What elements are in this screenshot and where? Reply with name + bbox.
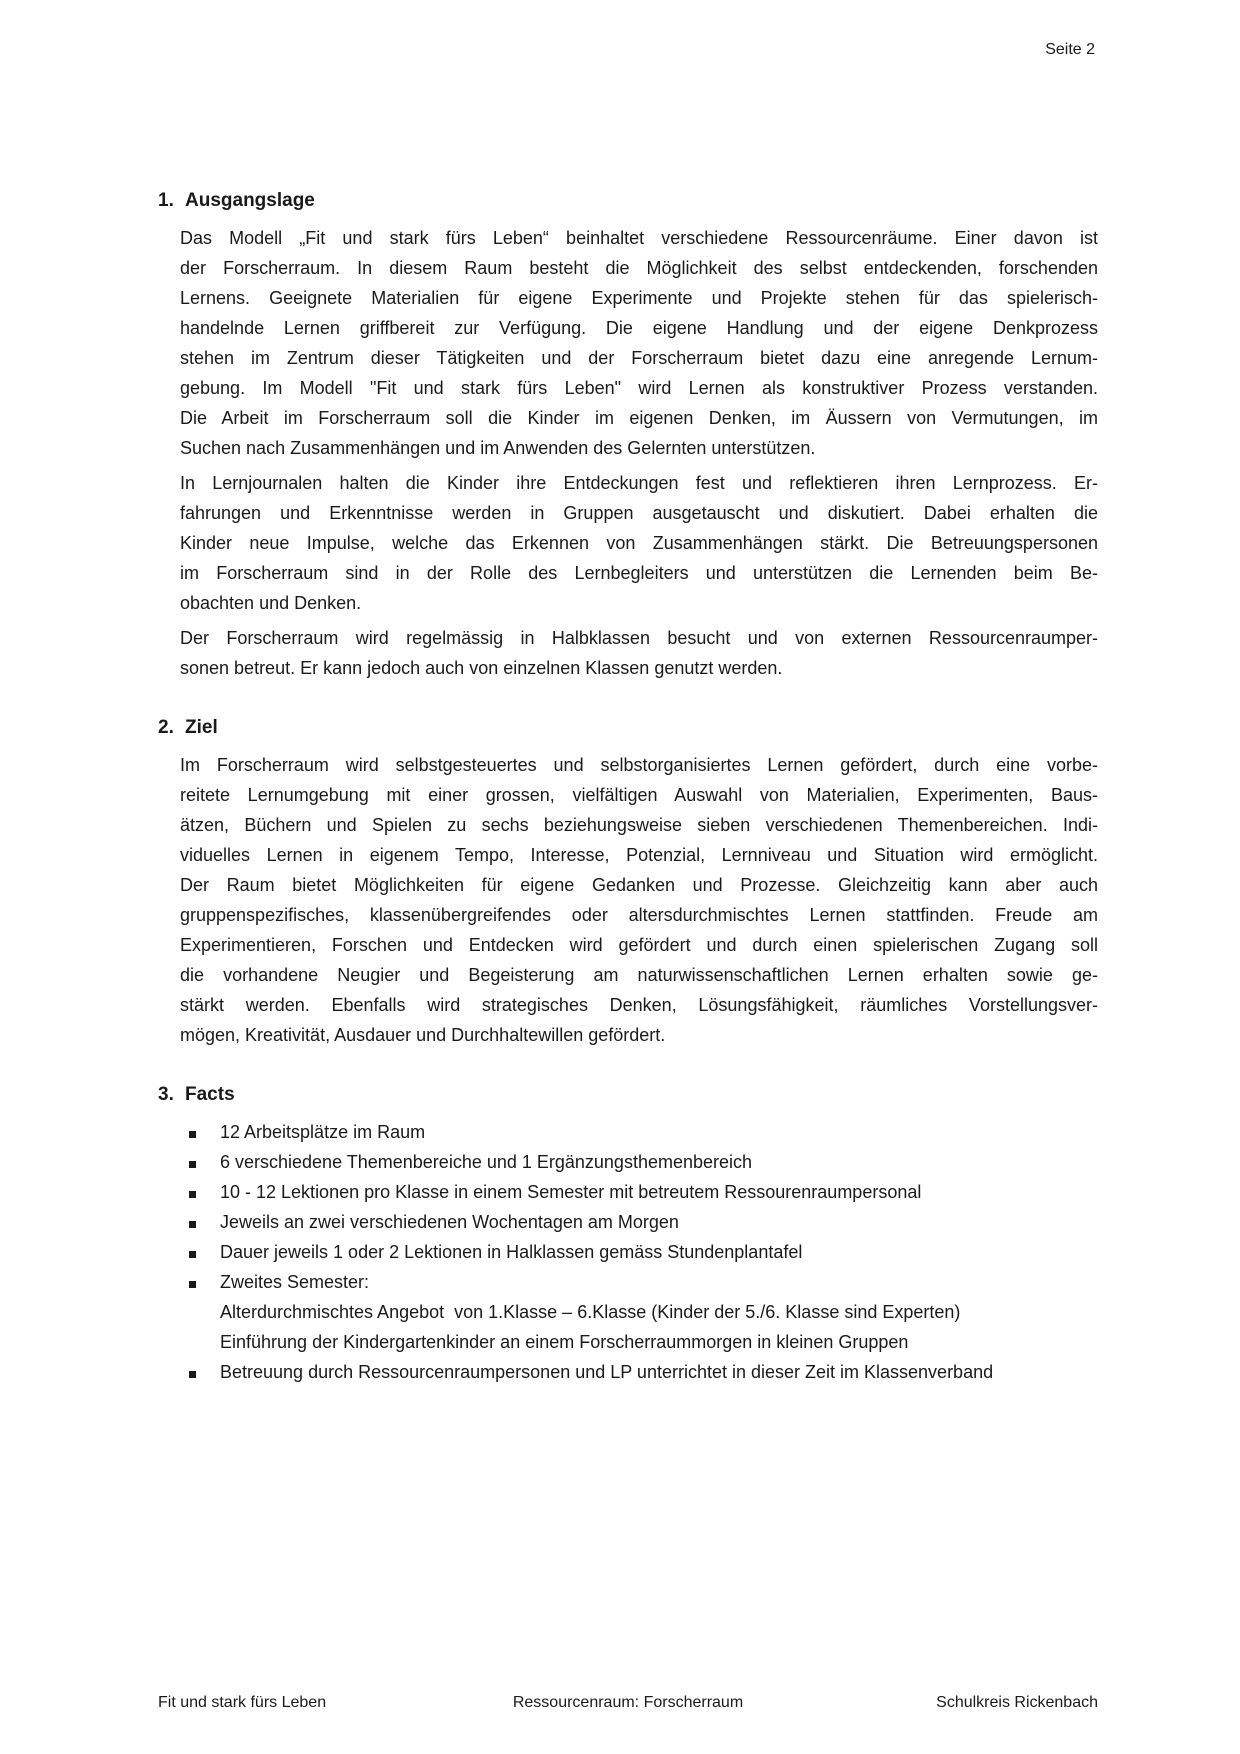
bullet-item	[180, 1207, 1098, 1237]
section	[158, 1082, 1098, 1387]
bullet-text: 6 verschiedene Themenbereiche und 1 Ergänzungsthemenbereich	[220, 1152, 753, 1172]
section-number: 3.	[158, 1084, 174, 1105]
bullet-item	[180, 1177, 1098, 1207]
section-title: Facts	[185, 1084, 235, 1105]
paragraph-line: Der Raum bietet Möglichkeiten für eigene Gedanken und Prozesse. Gleichzeitig kann aber auch	[180, 875, 1098, 895]
paragraph-line: Experimentieren, Forschen und Entdecken wird gefördert und durch einen spielerischen Zugang soll	[180, 935, 1098, 955]
bullet-marker	[180, 1237, 220, 1267]
paragraph-line: Kinder neue Impulse, welche das Erkennen von Zusammenhängen stärkt. Die Betreuungspersonen	[180, 533, 1098, 553]
bullet-item	[180, 1267, 1098, 1297]
bullet-continuation-line	[180, 1297, 1098, 1327]
paragraph-line: die vorhandene Neugier und Begeisterung am naturwissenschaftlichen Lernen erhalten sowie ge-	[180, 965, 1098, 985]
paragraph-line: sonen betreut. Er kann jedoch auch von einzelnen Klassen genutzt werden.	[180, 658, 783, 678]
paragraph-line: ätzen, Büchern und Spielen zu sechs beziehungsweise sieben verschiedenen Themenbereichen. Indi-	[180, 815, 1098, 835]
section-heading	[158, 188, 1098, 214]
paragraph-line: mögen, Kreativität, Ausdauer und Durchhaltewillen gefördert.	[180, 1025, 666, 1045]
bullet-marker	[180, 1117, 220, 1147]
bullet-item	[180, 1237, 1098, 1267]
paragraph-line: Die Arbeit im Forscherraum soll die Kinder im eigenen Denken, im Äussern von Vermutungen, im	[180, 408, 1098, 428]
bullet-square-icon	[189, 1221, 196, 1228]
paragraph	[180, 223, 1098, 463]
bullet-marker-spacer	[180, 1327, 220, 1357]
bullet-square-icon	[189, 1281, 196, 1288]
bullet-item	[180, 1147, 1098, 1177]
bullet-item	[180, 1357, 1098, 1387]
paragraph	[180, 623, 1098, 683]
bullet-square-icon	[189, 1251, 196, 1258]
footer	[158, 1693, 1098, 1713]
section-heading	[158, 1082, 1098, 1108]
paragraph-line: stehen im Zentrum dieser Tätigkeiten und der Forscherraum bietet dazu eine anregende Lernum-	[180, 348, 1098, 368]
bullet-text: Betreuung durch Ressourcenraumpersonen und LP unterrichtet in dieser Zeit im Klassenverband	[220, 1362, 994, 1382]
paragraph-line: gruppenspezifisches, klassenübergreifendes oder altersdurchmischtes Lernen stattfinden. Freude am	[180, 905, 1098, 925]
bullet-continuation-line	[180, 1327, 1098, 1357]
bullet-square-icon	[189, 1161, 196, 1168]
paragraph-line: reitete Lernumgebung mit einer grossen, vielfältigen Auswahl von Materialien, Experimenten, Baus-	[180, 785, 1098, 805]
section-body	[180, 1117, 1098, 1387]
paragraph-line: der Forscherraum. In diesem Raum besteht die Möglichkeit des selbst entdeckenden, forschenden	[180, 258, 1098, 278]
page-number: Seite 2	[1045, 41, 1095, 58]
paragraph-line: In Lernjournalen halten die Kinder ihre Entdeckungen fest und reflektieren ihren Lernprozess. Er-	[180, 473, 1098, 493]
paragraph-line: viduelles Lernen in eigenem Tempo, Interesse, Potenzial, Lernniveau und Situation wird ermöglicht.	[180, 845, 1098, 865]
paragraph	[180, 468, 1098, 618]
section-title: Ausgangslage	[185, 190, 315, 211]
bullet-text: Einführung der Kindergartenkinder an einem Forscherraummorgen in kleinen Gruppen	[220, 1332, 909, 1352]
section-heading	[158, 715, 1098, 741]
bullet-text: Dauer jeweils 1 oder 2 Lektionen in Halklassen gemäss Stundenplantafel	[220, 1242, 803, 1262]
bullet-marker	[180, 1267, 220, 1297]
paragraph	[180, 750, 1098, 1050]
section-body	[180, 223, 1098, 683]
paragraph-line: handelnde Lernen griffbereit zur Verfügung. Die eigene Handlung und der eigene Denkprozess	[180, 318, 1098, 338]
bullet-marker	[180, 1147, 220, 1177]
paragraph-line: Im Forscherraum wird selbstgesteuertes und selbstorganisiertes Lernen gefördert, durch eine vorbe-	[180, 755, 1098, 775]
bullet-square-icon	[189, 1371, 196, 1378]
bullet-item	[180, 1117, 1098, 1147]
bullet-marker	[180, 1207, 220, 1237]
footer-left-text: Fit und stark fürs Leben	[158, 1694, 327, 1711]
bullet-text: Jeweils an zwei verschiedenen Wochentagen am Morgen	[220, 1212, 679, 1232]
section-number: 2.	[158, 717, 174, 738]
footer-right-text: Schulkreis Rickenbach	[936, 1694, 1098, 1711]
paragraph-line: Der Forscherraum wird regelmässig in Halbklassen besucht und von externen Ressourcenraumper-	[180, 628, 1098, 648]
paragraph-line: Suchen nach Zusammenhängen und im Anwenden des Gelernten unterstützen.	[180, 438, 816, 458]
bullet-square-icon	[189, 1191, 196, 1198]
section-title: Ziel	[185, 717, 218, 738]
paragraph-line: fahrungen und Erkenntnisse werden in Gruppen ausgetauscht und diskutiert. Dabei erhalten die	[180, 503, 1098, 523]
bullet-list	[180, 1117, 1098, 1387]
bullet-square-icon	[189, 1131, 196, 1138]
bullet-text: Alterdurchmischtes Angebot von 1.Klasse – 6.Klasse (Kinder der 5./6. Klasse sind Experten)	[220, 1302, 961, 1322]
section-number: 1.	[158, 190, 174, 211]
bullet-marker	[180, 1177, 220, 1207]
bullet-marker-spacer	[180, 1297, 220, 1327]
section-body	[180, 750, 1098, 1050]
section	[158, 715, 1098, 1050]
paragraph-line: stärkt werden. Ebenfalls wird strategisches Denken, Lösungsfähigkeit, räumliches Vorstellungsver-	[180, 995, 1098, 1015]
paragraph-line: im Forscherraum sind in der Rolle des Lernbegleiters und unterstützen die Lernenden beim Be-	[180, 563, 1098, 583]
bullet-text: 10 - 12 Lektionen pro Klasse in einem Semester mit betreutem Ressourenraumpersonal	[220, 1182, 922, 1202]
footer-center-text: Ressourcenraum: Forscherraum	[512, 1694, 744, 1711]
paragraph-line: Das Modell „Fit und stark fürs Leben“ beinhaltet verschiedene Ressourcenräume. Einer davon ist	[180, 228, 1098, 248]
bullet-text: 12 Arbeitsplätze im Raum	[220, 1122, 426, 1142]
section	[158, 188, 1098, 683]
paragraph-line: Lernens. Geeignete Materialien für eigene Experimente und Projekte stehen für das spielerisch-	[180, 288, 1098, 308]
bullet-text: Zweites Semester:	[220, 1272, 370, 1292]
document-content	[158, 188, 1098, 1419]
bullet-marker	[180, 1357, 220, 1387]
paragraph-line: gebung. Im Modell "Fit und stark fürs Leben" wird Lernen als konstruktiver Prozess verstanden.	[180, 378, 1098, 398]
paragraph-line: obachten und Denken.	[180, 593, 362, 613]
